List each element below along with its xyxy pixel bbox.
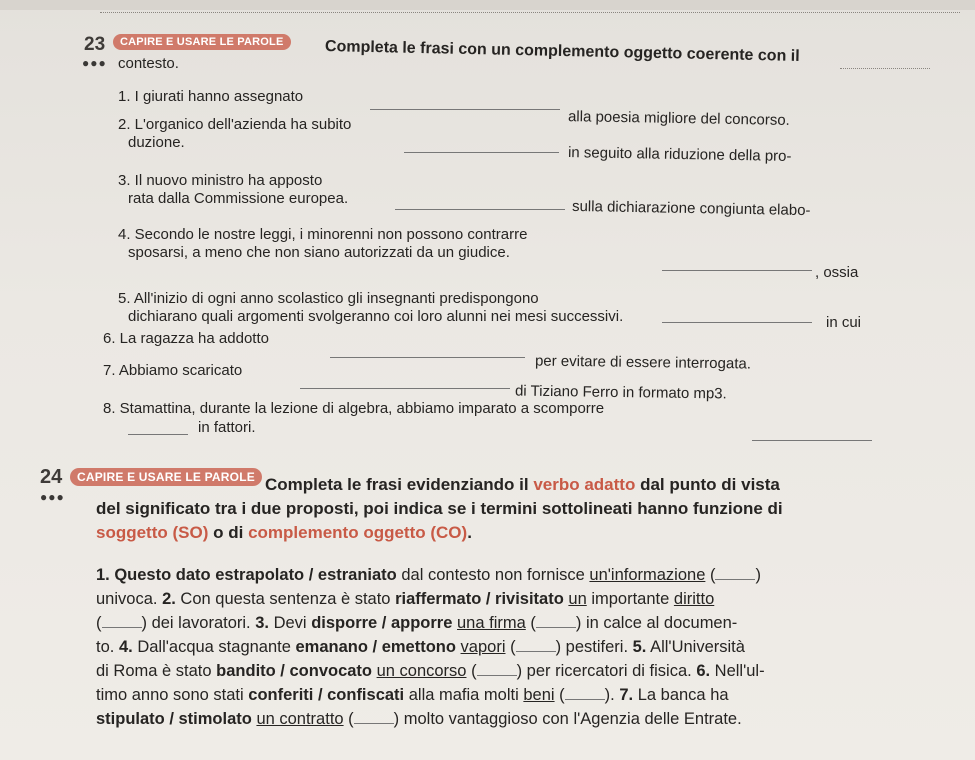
exercise-24-difficulty: ●●●	[40, 490, 65, 504]
ex24-line-4	[96, 638, 745, 656]
ex23-item-8a: 8. Stamattina, durante la lezione di algebra, abbiamo imparato a scomporre	[103, 400, 605, 417]
ex24-instr-soggetto: soggetto (SO)	[96, 523, 209, 542]
ex24-t1-verbs[interactable]: estrapolato / estraniato	[215, 566, 397, 584]
exercise-24-instruction-line1	[265, 476, 780, 494]
ex23-item-5b: dichiarano quali argomenti svolgeranno coi loro alunni nei mesi successivi.	[128, 308, 624, 325]
ex24-blank-5[interactable]	[477, 663, 517, 676]
ex24-t2-text2: Con questa sentenza è stato	[180, 590, 391, 608]
ex23-item-1b: alla poesia migliore del concorso.	[567, 108, 790, 129]
ex24-t7-verbs[interactable]: stipulato / stimolato	[96, 710, 252, 728]
ex24-t1-intro: 1. Questo dato	[96, 566, 211, 584]
ex24-t6-paren-open: (	[559, 686, 565, 704]
ex23-item-2b: in seguito alla riduzione della pro-	[567, 144, 792, 165]
ex24-t4-underlined: vapori	[460, 638, 506, 656]
ex24-t6-number: 7.	[619, 686, 634, 704]
ex24-t4-verbs[interactable]: emanano / emettono	[295, 638, 456, 656]
ex24-instr-part1: Completa le frasi evidenziando il	[265, 475, 529, 494]
header-dotted-tail	[840, 68, 930, 69]
ex24-t7-text: ) molto vantaggioso con l'Agenzia delle Entrate.	[393, 710, 742, 728]
ex24-blank-1[interactable]	[715, 567, 755, 580]
ex24-line-2	[96, 590, 714, 608]
ex23-item-6b: per evitare di essere interrogata.	[534, 352, 752, 373]
ex24-line-6	[96, 686, 729, 704]
exercise-23-badge: CAPIRE E USARE LE PAROLE	[113, 34, 291, 50]
ex23-item-4b: sposarsi, a meno che non siano autorizzati da un giudice.	[128, 244, 510, 261]
ex24-t5-verbs[interactable]: bandito / convocato	[216, 662, 372, 680]
ex23-blank-1[interactable]	[370, 97, 560, 110]
ex24-t6-text: timo anno sono stati	[96, 686, 244, 704]
ex24-t3-underlined: una firma	[457, 614, 526, 632]
ex24-t4-paren-open: (	[510, 638, 516, 656]
ex23-item-8b: in fattori.	[198, 419, 256, 436]
ex24-line-3	[96, 614, 737, 632]
ex23-blank-7[interactable]	[300, 376, 510, 389]
ex24-t2-diritto: diritto	[673, 590, 715, 608]
ex24-t7-underlined: un contratto	[256, 710, 344, 728]
ex24-instr-part4: o di	[213, 523, 244, 542]
ex23-item-5c: in cui	[826, 314, 862, 331]
ex24-t4-text: to.	[96, 638, 115, 656]
ex24-t4-text4: All'Università	[650, 638, 745, 656]
ex24-t6-text3: La banca ha	[637, 686, 729, 704]
ex24-t2-number: 2.	[162, 590, 176, 608]
ex24-t5-text3: Nell'ul-	[714, 662, 765, 680]
ex23-blank-5[interactable]	[662, 310, 812, 323]
ex24-t6-underlined: beni	[523, 686, 555, 704]
ex24-t4-text2: Dall'acqua stagnante	[137, 638, 291, 656]
ex24-t6-verbs[interactable]: conferiti / confiscati	[248, 686, 405, 704]
ex24-t3-number: 3.	[255, 614, 269, 632]
ex24-t7-paren-open: (	[348, 710, 354, 728]
ex23-item-3b: sulla dichiarazione congiunta elabo-	[571, 197, 811, 220]
ex24-line-5	[96, 662, 765, 680]
ex24-t3-text: ) dei lavoratori.	[141, 614, 251, 632]
ex24-t3-devi: Devi	[273, 614, 307, 632]
ex24-instr-verbo-adatto: verbo adatto	[533, 475, 636, 494]
ex23-item-2c: duzione.	[128, 134, 185, 151]
ex24-instr-complemento: complemento oggetto (CO)	[248, 523, 468, 542]
exercise-24-instruction-line2: del significato tra i due proposti, poi indica se i termini sottolineati hanno funzione di	[96, 499, 783, 518]
ex23-item-2a: 2. L'organico dell'azienda ha subito	[118, 116, 352, 133]
ex24-instr-part2: dal punto di vista	[640, 475, 780, 494]
header-dotted-rule	[100, 6, 960, 13]
ex23-item-3c: rata dalla Commissione europea.	[128, 190, 349, 207]
ex24-t5-number: 6.	[696, 662, 711, 680]
ex24-blank-4[interactable]	[516, 639, 556, 652]
exercise-24-number: 24	[40, 466, 63, 488]
ex23-blank-2[interactable]	[404, 140, 559, 153]
ex24-blank-6[interactable]	[565, 687, 605, 700]
ex24-blank-2[interactable]	[102, 615, 142, 628]
ex24-t4-number2: 5.	[632, 638, 647, 656]
ex24-t5-text: di Roma è stato	[96, 662, 212, 680]
ex23-blank-4[interactable]	[662, 258, 812, 271]
ex24-t6-text2: alla mafia molti	[408, 686, 519, 704]
ex24-t1-text: dal contesto non fornisce	[401, 566, 585, 584]
ex23-blank-8b[interactable]	[128, 422, 188, 435]
ex23-item-4a: 4. Secondo le nostre leggi, i minorenni non possono contrarre	[118, 226, 528, 243]
ex23-blank-6[interactable]	[330, 345, 525, 358]
ex24-t5-text2: ) per ricercatori di fisica.	[516, 662, 692, 680]
ex23-item-3a: 3. Il nuovo ministro ha apposto	[118, 172, 323, 189]
exercise-23-instruction-cont: contesto.	[118, 55, 179, 72]
ex24-t5-paren-open: (	[471, 662, 477, 680]
ex24-instr-period: .	[467, 523, 472, 542]
ex24-line-1	[96, 566, 761, 584]
exercise-23-difficulty: ●●●	[82, 56, 107, 70]
exercise-24-badge: CAPIRE E USARE LE PAROLE	[70, 468, 262, 486]
ex24-t2-un: un	[568, 590, 587, 608]
ex24-t1-paren-close: )	[755, 566, 761, 584]
ex24-t3-paren-open2: (	[530, 614, 536, 632]
ex24-t5-underlined: un concorso	[376, 662, 467, 680]
exercise-23-number: 23	[84, 34, 106, 55]
ex24-t2-verbs[interactable]: riaffermato / rivisitato	[395, 590, 564, 608]
ex24-blank-3[interactable]	[536, 615, 576, 628]
ex24-t2-importante: importante	[591, 590, 670, 608]
ex23-item-4c: , ossia	[815, 264, 859, 281]
ex24-t2-text: univoca.	[96, 590, 158, 608]
exercise-23-instruction: Completa le frasi con un complemento oggetto coerente con il	[324, 38, 800, 65]
ex23-item-5a: 5. All'inizio di ogni anno scolastico gli insegnanti predispongono	[118, 290, 539, 307]
ex23-item-7a: 7. Abbiamo scaricato	[103, 362, 243, 379]
ex24-t3-verbs[interactable]: disporre / apporre	[311, 614, 453, 632]
ex23-item-1a: 1. I giurati hanno assegnato	[118, 88, 304, 105]
ex24-t6-paren-close: ).	[604, 686, 615, 704]
ex24-t1-underlined: un'informazione	[589, 566, 706, 584]
ex23-blank-3[interactable]	[395, 197, 565, 210]
ex24-t3-paren-open: (	[96, 614, 102, 632]
ex24-t1-paren-open: (	[709, 566, 716, 584]
ex23-blank-8a[interactable]	[752, 428, 872, 441]
exercise-24-instruction-line3	[96, 524, 472, 542]
ex24-t4-text3: ) pestiferi.	[555, 638, 629, 656]
ex24-blank-7[interactable]	[354, 711, 394, 724]
ex23-item-6a: 6. La ragazza ha addotto	[103, 330, 269, 347]
ex23-item-7b: di Tiziano Ferro in formato mp3.	[514, 382, 727, 403]
ex24-t3-text2: ) in calce al documen-	[575, 614, 738, 632]
ex24-line-7	[96, 710, 742, 728]
ex24-t4-number: 4.	[118, 638, 133, 656]
